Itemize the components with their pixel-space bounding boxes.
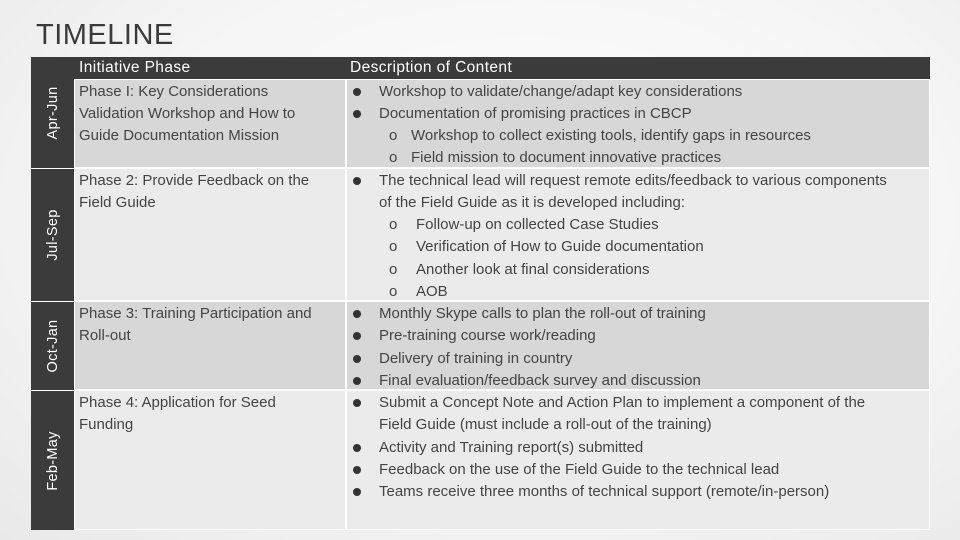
list-item: Pre-training course work/reading [379, 327, 596, 344]
sub-list-item: Workshop to collect existing tools, identify gaps in resources [411, 127, 811, 144]
sub-bullet-icon: o [389, 216, 398, 233]
list-item: Documentation of promising practices in CBCP [379, 105, 692, 122]
phase-2-text: Phase 2: Provide Feedback on the Field Guide [79, 172, 310, 212]
bullet-icon [353, 177, 361, 185]
list-item: Teams receive three months of technical support (remote/in-person) [379, 483, 830, 500]
sub-list-item: Verification of How to Guide documentation [416, 238, 704, 255]
bullet-icon [353, 88, 361, 96]
phase-4-text: Phase 4: Application for Seed Funding [79, 394, 276, 434]
phase-1-text: Phase I: Key Considerations Validation Workshop and How to Guide Documentation Mission [79, 83, 296, 145]
sub-list-item: AOB [416, 283, 448, 300]
bullet-icon [353, 310, 361, 318]
phase-3-text: Phase 3: Training Participation and Roll-out [79, 305, 312, 345]
bullet-icon [353, 399, 361, 407]
list-item-continuation: of the Field Guide as it is developed including: [379, 194, 686, 211]
bullet-icon [353, 377, 361, 385]
sub-list-item: Another look at final considerations [416, 261, 650, 278]
period-label-oct-jan: Oct-Jan [31, 301, 74, 390]
period-label-jul-sep: Jul-Sep [31, 168, 74, 301]
bullet-icon [353, 488, 361, 496]
bullet-icon [353, 332, 361, 340]
sub-bullet-icon: o [389, 283, 398, 300]
bullet-icon [353, 355, 361, 363]
bullet-icon [353, 444, 361, 452]
period-label-feb-may: Feb-May [31, 390, 74, 530]
sub-bullet-icon: o [389, 261, 398, 278]
list-item: Final evaluation/feedback survey and discussion [379, 372, 701, 389]
list-item-continuation: Field Guide (must include a roll-out of the training) [379, 416, 712, 433]
list-item: Delivery of training in country [379, 350, 573, 367]
sub-bullet-icon: o [389, 238, 398, 255]
list-item: Feedback on the use of the Field Guide to the technical lead [379, 461, 780, 478]
list-item: Monthly Skype calls to plan the roll-out of training [379, 305, 706, 322]
page-title: TIMELINE [36, 19, 174, 51]
bullet-icon [353, 466, 361, 474]
sub-list-item: Field mission to document innovative practices [411, 149, 722, 166]
header-phase: Initiative Phase [79, 59, 191, 76]
sub-bullet-icon: o [389, 127, 398, 144]
period-label-apr-jun: Apr-Jun [31, 57, 74, 168]
list-item: The technical lead will request remote edits/feedback to various components [379, 172, 887, 189]
sub-bullet-icon: o [389, 149, 398, 166]
list-item: Activity and Training report(s) submitted [379, 439, 644, 456]
sub-list-item: Follow-up on collected Case Studies [416, 216, 659, 233]
list-item: Submit a Concept Note and Action Plan to implement a component of the [379, 394, 866, 411]
bullet-icon [353, 110, 361, 118]
header-description: Description of Content [350, 59, 513, 76]
list-item: Workshop to validate/change/adapt key considerations [379, 83, 743, 100]
